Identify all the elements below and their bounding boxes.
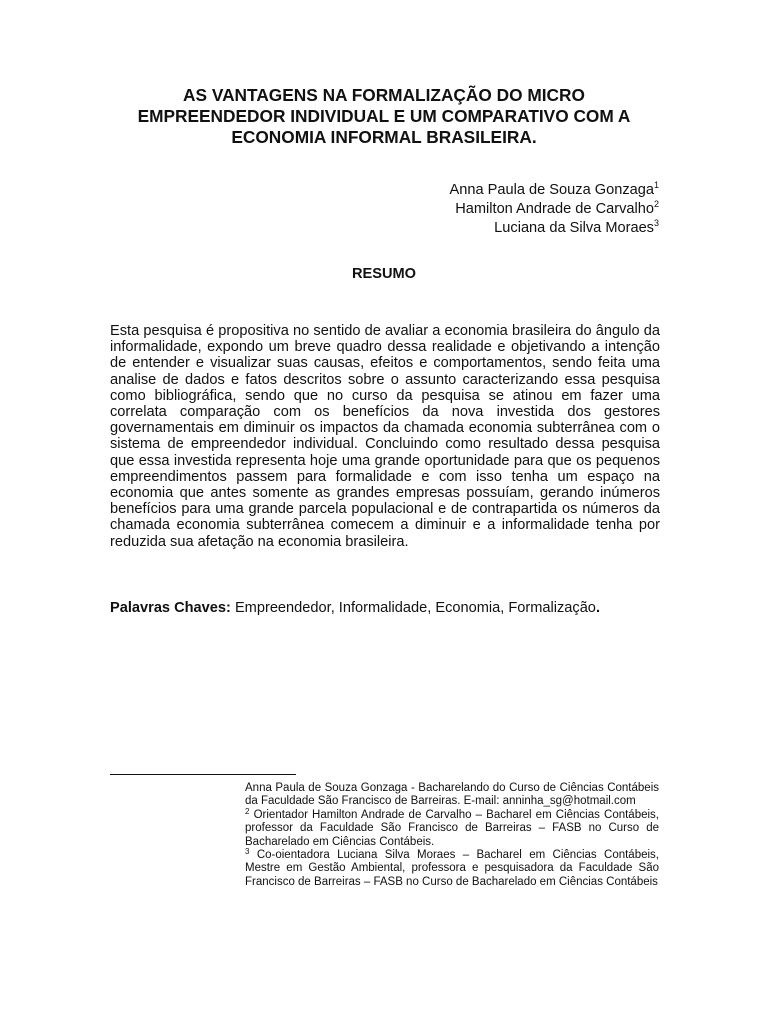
footnote-text: Anna Paula de Souza Gonzaga - Bacharelando do Curso de Ciências Contábeis da Faculdade São Francisco de Barreiras. E-mail: anninha_sg@hotmail.com bbox=[245, 782, 659, 808]
keywords-period: . bbox=[595, 600, 600, 616]
paper-title: AS VANTAGENS NA FORMALIZAÇÃO DO MICRO EMPREENDEDOR INDIVIDUAL E UM COMPARATIVO COM A ECONOMIA INFORMAL BRASILEIRA. bbox=[137, 85, 631, 147]
footnote-mark: 3 bbox=[245, 847, 250, 857]
footnote-item bbox=[245, 849, 659, 889]
footnote-text: Orientador Hamilton Andrade de Carvalho – Bacharel em Ciências Contábeis, professor da Faculdade São Francisco de Barreiras – FASB no Curso de Bacharelado em Ciências Contábeis. bbox=[245, 808, 659, 848]
footnote-mark: 2 bbox=[245, 806, 250, 816]
abstract-text: Esta pesquisa é propositiva no sentido de avaliar a economia brasileira do ângulo da informalidade, expondo um breve quadro dessa realidade e objetivando a intenção de entender e visualizar suas causas, efeitos e comportamentos, sendo feita uma analise de dados e fatos descritos sobre o assunto caracterizando essa pesquisa como bibliográfica, sendo que no curso da pesquisa se atinou em fazer uma correlata comparação com os benefícios da nova investida dos gestores governamentais em diminuir os impactos da chamada economia subterrânea com o sistema de empreendedor individual. Concluindo como resultado dessa pesquisa que essa investida representa hoje uma grande oportunidade para que os pequenos empreendimentos passem para formalidade e com isso tenha um espaço na economia que antes somente as grandes empresas possuíam, gerando inúmeros benefícios para uma grande parcela populacional e de contrapartida os números da chamada economia subterrânea comecem a diminuir e a informalidade tenha por reduzida sua afetação na economia brasileira. bbox=[110, 323, 660, 550]
author-list bbox=[450, 181, 660, 238]
author-name: Luciana da Silva Moraes bbox=[494, 220, 654, 236]
footnote-marker: 1 bbox=[653, 180, 659, 190]
keywords bbox=[110, 599, 670, 617]
footnote-separator bbox=[110, 774, 296, 775]
footnote-text: Co-oientadora Luciana Silva Moraes – Bacharel em Ciências Contábeis, Mestre em Gestão Ambiental, professora e pesquisadora da Faculdade São Francisco de Barreiras – FASB no Curso de Bacharelado em Ciências Contábeis bbox=[245, 849, 659, 888]
author-line bbox=[450, 181, 660, 200]
footnote-item bbox=[245, 782, 659, 809]
keywords-label: Palavras Chaves: bbox=[110, 600, 231, 616]
footnote-item bbox=[245, 806, 659, 849]
footnote-marker: 3 bbox=[653, 218, 659, 228]
author-name: Hamilton Andrade de Carvalho bbox=[455, 201, 654, 217]
footnote-marker: 2 bbox=[653, 199, 659, 209]
footnotes bbox=[245, 782, 659, 889]
author-line bbox=[450, 219, 660, 238]
author-line bbox=[450, 200, 660, 219]
abstract-heading: RESUMO bbox=[351, 266, 417, 282]
keywords-text: Empreendedor, Informalidade, Economia, Formalização bbox=[234, 600, 596, 616]
author-name: Anna Paula de Souza Gonzaga bbox=[449, 182, 654, 198]
